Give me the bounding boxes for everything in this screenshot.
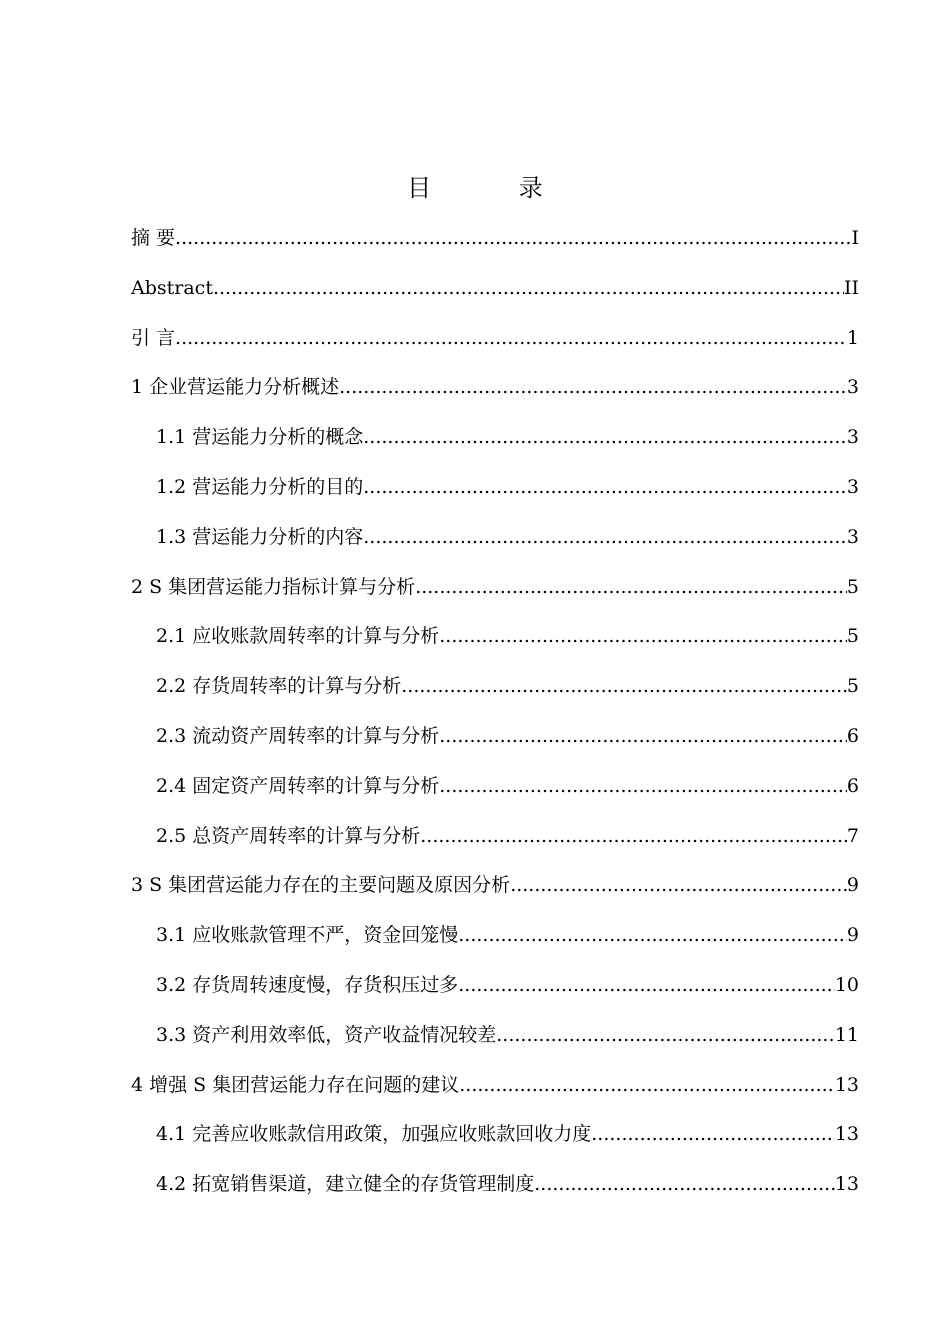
toc-entry-label: 4 增强 S 集团营运能力存在问题的建议	[131, 1073, 460, 1096]
toc-entry-page-number: 9	[846, 924, 859, 947]
toc-entry-page-number: 3	[846, 376, 859, 399]
toc-entry-label: 2 S 集团营运能力指标计算与分析	[131, 575, 416, 598]
toc-dot-leader	[458, 965, 835, 1005]
toc-entry-label: 3.2 存货周转速度慢，存货积压过多	[156, 973, 459, 996]
toc-entry-label: 4.1 完善应收账款信用政策，加强应收账款回收力度	[156, 1123, 592, 1146]
toc-entry[interactable]	[131, 218, 859, 268]
toc-entry[interactable]	[131, 517, 859, 567]
toc-dot-leader	[339, 367, 847, 407]
toc-entry[interactable]	[131, 318, 859, 368]
toc-entry-page-number: 7	[846, 824, 859, 847]
toc-entry-label: 3.1 应收账款管理不严，资金回笼慢	[156, 924, 459, 947]
toc-dot-leader	[534, 1164, 835, 1204]
toc-dot-leader	[175, 218, 851, 258]
toc-entry-label: 1 企业营运能力分析概述	[131, 376, 340, 399]
toc-dot-leader	[415, 567, 847, 607]
toc-entry-label: 2.5 总资产周转率的计算与分析	[156, 824, 421, 847]
toc-dot-leader	[439, 716, 847, 756]
toc-entry[interactable]	[131, 616, 859, 666]
toc-entry-label: 2.4 固定资产周转率的计算与分析	[156, 774, 440, 797]
toc-dot-leader	[496, 1015, 835, 1055]
toc-entry[interactable]	[131, 766, 859, 816]
toc-dot-leader	[363, 417, 847, 457]
toc-entry-label: 摘 要	[131, 227, 176, 249]
toc-entry-page-number: II	[843, 276, 859, 299]
toc-entry-label: 2.3 流动资产周转率的计算与分析	[156, 724, 440, 747]
toc-dot-leader	[213, 268, 844, 308]
toc-dot-leader	[363, 467, 847, 507]
toc-entry[interactable]	[131, 1015, 859, 1065]
toc-dot-leader	[510, 865, 847, 905]
toc-entry-page-number: 5	[846, 625, 859, 648]
toc-entry[interactable]	[131, 865, 859, 915]
toc-dot-leader	[401, 666, 847, 706]
toc-entry-label: 3 S 集团营运能力存在的主要问题及原因分析	[131, 874, 511, 897]
toc-entry-page-number: I	[851, 227, 859, 249]
toc-entry[interactable]	[131, 666, 859, 716]
toc-dot-leader	[363, 517, 847, 557]
toc-entry-page-number: 10	[834, 973, 859, 996]
toc-entry-label: Abstract	[131, 276, 213, 299]
toc-entry-page-number: 13	[834, 1073, 859, 1096]
toc-entry-page-number: 6	[846, 774, 859, 797]
toc-dot-leader	[439, 766, 847, 806]
toc-list	[131, 218, 859, 1214]
toc-entry-label: 4.2 拓宽销售渠道，建立健全的存货管理制度	[156, 1173, 535, 1196]
toc-entry-label: 1.3 营运能力分析的内容	[156, 525, 364, 548]
toc-entry[interactable]	[131, 1164, 859, 1214]
toc-entry[interactable]	[131, 467, 859, 517]
toc-entry[interactable]	[131, 816, 859, 866]
toc-entry-label: 1.1 营运能力分析的概念	[156, 426, 364, 449]
toc-dot-leader	[439, 616, 847, 656]
toc-dot-leader	[591, 1114, 835, 1154]
toc-entry[interactable]	[131, 417, 859, 467]
toc-dot-leader	[459, 1065, 835, 1105]
toc-entry[interactable]	[131, 1065, 859, 1115]
toc-entry-label: 1.2 营运能力分析的目的	[156, 475, 364, 498]
toc-dot-leader	[458, 915, 847, 955]
toc-entry-page-number: 3	[846, 475, 859, 498]
toc-entry[interactable]	[131, 268, 859, 318]
toc-dot-leader	[175, 318, 847, 358]
toc-entry[interactable]	[131, 1114, 859, 1164]
toc-entry-page-number: 13	[834, 1173, 859, 1196]
toc-entry-label: 3.3 资产利用效率低，资产收益情况较差	[156, 1023, 497, 1046]
toc-entry-page-number: 1	[846, 326, 859, 349]
toc-entry[interactable]	[131, 915, 859, 965]
toc-dot-leader	[420, 816, 847, 856]
toc-entry-page-number: 9	[846, 874, 859, 897]
toc-entry-page-number: 13	[834, 1123, 859, 1146]
toc-entry[interactable]	[131, 716, 859, 766]
toc-entry[interactable]	[131, 567, 859, 617]
toc-entry-label: 2.1 应收账款周转率的计算与分析	[156, 625, 440, 648]
toc-entry-label: 引 言	[131, 326, 176, 349]
toc-entry[interactable]	[131, 367, 859, 417]
toc-entry-page-number: 3	[846, 426, 859, 449]
toc-entry-label: 2.2 存货周转率的计算与分析	[156, 675, 402, 698]
toc-entry-page-number: 5	[846, 575, 859, 598]
toc-entry-page-number: 5	[846, 675, 859, 698]
toc-entry-page-number: 11	[834, 1023, 859, 1046]
toc-title: 目 录	[407, 174, 583, 202]
toc-entry-page-number: 6	[846, 724, 859, 747]
toc-entry[interactable]	[131, 965, 859, 1015]
toc-entry-page-number: 3	[846, 525, 859, 548]
